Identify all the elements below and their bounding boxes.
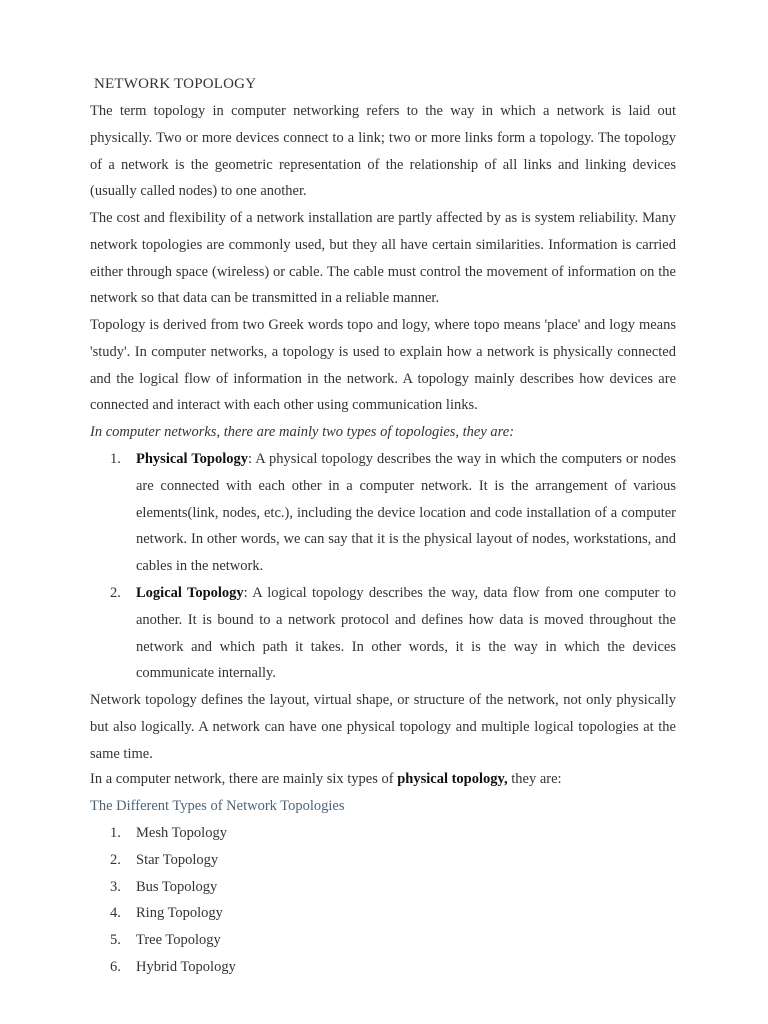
list-item <box>90 820 236 847</box>
list-item <box>90 874 236 901</box>
list-number: 2. <box>110 584 121 601</box>
list-number: 5. <box>110 932 121 949</box>
list-item <box>90 900 236 927</box>
six-types-bold: physical topology, <box>397 771 508 787</box>
list-item <box>90 954 236 981</box>
list-number: 6. <box>110 958 121 975</box>
list-number: 1. <box>110 825 121 841</box>
paragraph-layout: Network topology defines the layout, virtual shape, or structure of the network, not only physically but also logically. A network can have one physical topology and multiple logical topologies at the same time. <box>90 692 676 762</box>
list-item-physical-topology <box>90 446 676 580</box>
list-item-logical-topology <box>90 580 676 687</box>
definition-logical-topology: : A logical topology describes the way, data flow from one computer to another. It is bound to a network protocol and defines how data is moved throughout the network and which path it takes. In other words, it is the way in which the devices communicate internally. <box>136 584 676 682</box>
term-logical-topology: Logical Topology <box>136 584 244 601</box>
list-number: 2. <box>110 851 121 868</box>
six-types-text-after: they are: <box>507 771 562 787</box>
definition-physical-topology: : A physical topology describes the way in which the computers or nodes are connected with each other in a computer network. It is the arrangement of various elements(link, nodes, etc.), including the device location and code installation of a computer network. In other words, we can say that it is the physical layout of nodes, workstations, and cables in the network. <box>136 451 676 575</box>
term-physical-topology: Physical Topology <box>136 451 249 467</box>
topology-name: Star Topology <box>136 851 219 868</box>
list-number: 1. <box>110 451 121 467</box>
topology-name: Mesh Topology <box>136 825 227 841</box>
six-types-text-before: In a computer network, there are mainly six types of <box>90 771 398 787</box>
paragraph-six-types <box>90 766 676 793</box>
topology-name: Tree Topology <box>136 932 221 949</box>
topology-name: Bus Topology <box>136 878 218 895</box>
paragraph-types-intro: In computer networks, there are mainly two types of topologies, they are: <box>90 424 515 440</box>
list-item <box>90 847 236 874</box>
section-subheading: The Different Types of Network Topologies <box>90 798 345 814</box>
paragraph-etymology: Topology is derived from two Greek words topo and logy, where topo means 'place' and logy means 'study'. In computer networks, a topology is used to explain how a network is physically connected and the logical flow of information in the network. A topology mainly describes how devices are connected and interact with each other using communication links. <box>90 317 676 414</box>
network-topologies-list <box>90 820 236 981</box>
page-title: NETWORK TOPOLOGY <box>94 76 257 92</box>
topology-name: Ring Topology <box>136 905 223 922</box>
paragraph-definition: The term topology in computer networking refers to the way in which a network is laid out physically. Two or more devices connect to a link; two or more links form a topology. The topology of a network is the geometric representation of the relationship of all links and linking devices (usually called nodes) to one another. <box>90 103 676 200</box>
list-item <box>90 927 236 954</box>
topology-types-list <box>90 446 676 687</box>
list-number: 4. <box>110 905 121 922</box>
topology-name: Hybrid Topology <box>136 958 236 975</box>
paragraph-cost: The cost and flexibility of a network installation are partly affected by as is system reliability. Many network topologies are commonly used, but they all have certain similarities. Information is carried either through space (wireless) or cable. The cable must control the movement of information on the network so that data can be transmitted in a reliable manner. <box>90 210 676 307</box>
list-number: 3. <box>110 878 121 895</box>
